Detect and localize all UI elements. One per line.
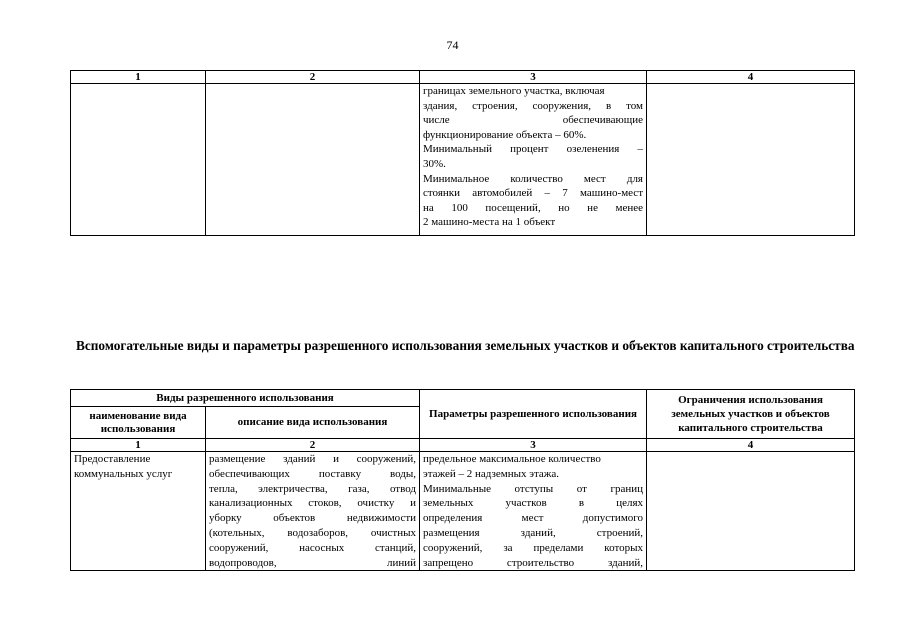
text-line: на 100 посещений, но не менее [423, 201, 643, 214]
auxiliary-use-table [70, 389, 855, 571]
text-line: (котельных, водозаборов, очистных [209, 526, 417, 539]
text-line: предельное максимальное количество [423, 453, 601, 465]
cell-use-description [206, 452, 420, 571]
text-line: уборку объектов недвижимости [209, 512, 417, 525]
cell-col4 [647, 84, 855, 236]
text-line: 2 машино-места на 1 объект [423, 216, 556, 229]
text-line: запрещено строительство зданий, [423, 556, 644, 569]
text-line: сооружений, насосных станций, [209, 541, 417, 554]
column-number: 2 [206, 71, 420, 84]
table-row [71, 452, 855, 571]
table-row [71, 84, 855, 236]
column-number: 4 [647, 71, 855, 84]
cell-params [420, 452, 647, 571]
text-line: канализационных стоков, очистку и [209, 497, 417, 510]
params-header: Параметры разрешенного использования [420, 390, 647, 439]
column-number-row [71, 439, 855, 452]
column-number-row [71, 71, 855, 84]
column-number: 3 [420, 71, 647, 84]
text-line: 30%. [423, 157, 446, 170]
text-line: тепла, электричества, газа, отвод [209, 482, 417, 495]
text-line: размещения зданий, строений, [423, 526, 644, 539]
desc-header: описание вида использования [206, 407, 420, 439]
text-line: Минимальные отступы от границ [423, 482, 644, 495]
text-line: стоянки автомобилей – 7 машино-мест [423, 187, 643, 200]
continuation-table [70, 70, 855, 236]
cell-limits [647, 452, 855, 571]
text-line: сооружений, за пределами которых [423, 541, 644, 554]
text-line: определения мест допустимого [423, 512, 644, 525]
text-line: Минимальный процент озеленения – [423, 143, 643, 156]
cell-col2 [206, 84, 420, 236]
name-header: наименование вида использования [71, 407, 206, 439]
header-row-1 [71, 390, 855, 407]
text-line: границах земельного участка, включая [423, 85, 605, 97]
column-number: 1 [71, 71, 206, 84]
text-line: водопроводов, линий [209, 556, 417, 569]
cell-col1 [71, 84, 206, 236]
text-line: числе обеспечивающие [423, 114, 643, 127]
text-line: обеспечивающих поставку воды, [209, 467, 417, 480]
column-number: 3 [420, 439, 647, 452]
text-line: размещение зданий и сооружений, [209, 453, 417, 465]
column-number: 2 [206, 439, 420, 452]
limits-header: Ограничения использования земельных участков и объектов капитального строительства [647, 390, 855, 439]
text-line: земельных участков в целях [423, 497, 644, 510]
group-header: Виды разрешенного использования [71, 390, 420, 407]
column-number: 4 [647, 439, 855, 452]
page-number: 74 [446, 38, 459, 52]
text-line: Минимальное количество мест для [423, 172, 643, 185]
column-number: 1 [71, 439, 206, 452]
text-line: этажей – 2 надземных этажа. [423, 467, 560, 480]
cell-params [420, 84, 647, 236]
text-line: здания, строения, сооружения, в том [423, 99, 643, 112]
cell-use-name: Предоставление коммунальных услуг [71, 452, 206, 571]
text-line: функционирование объекта – 60%. [423, 128, 587, 141]
section-title: Вспомогательные виды и параметры разрешенного использования земельных участков и объектов капитального строительства [76, 338, 855, 353]
